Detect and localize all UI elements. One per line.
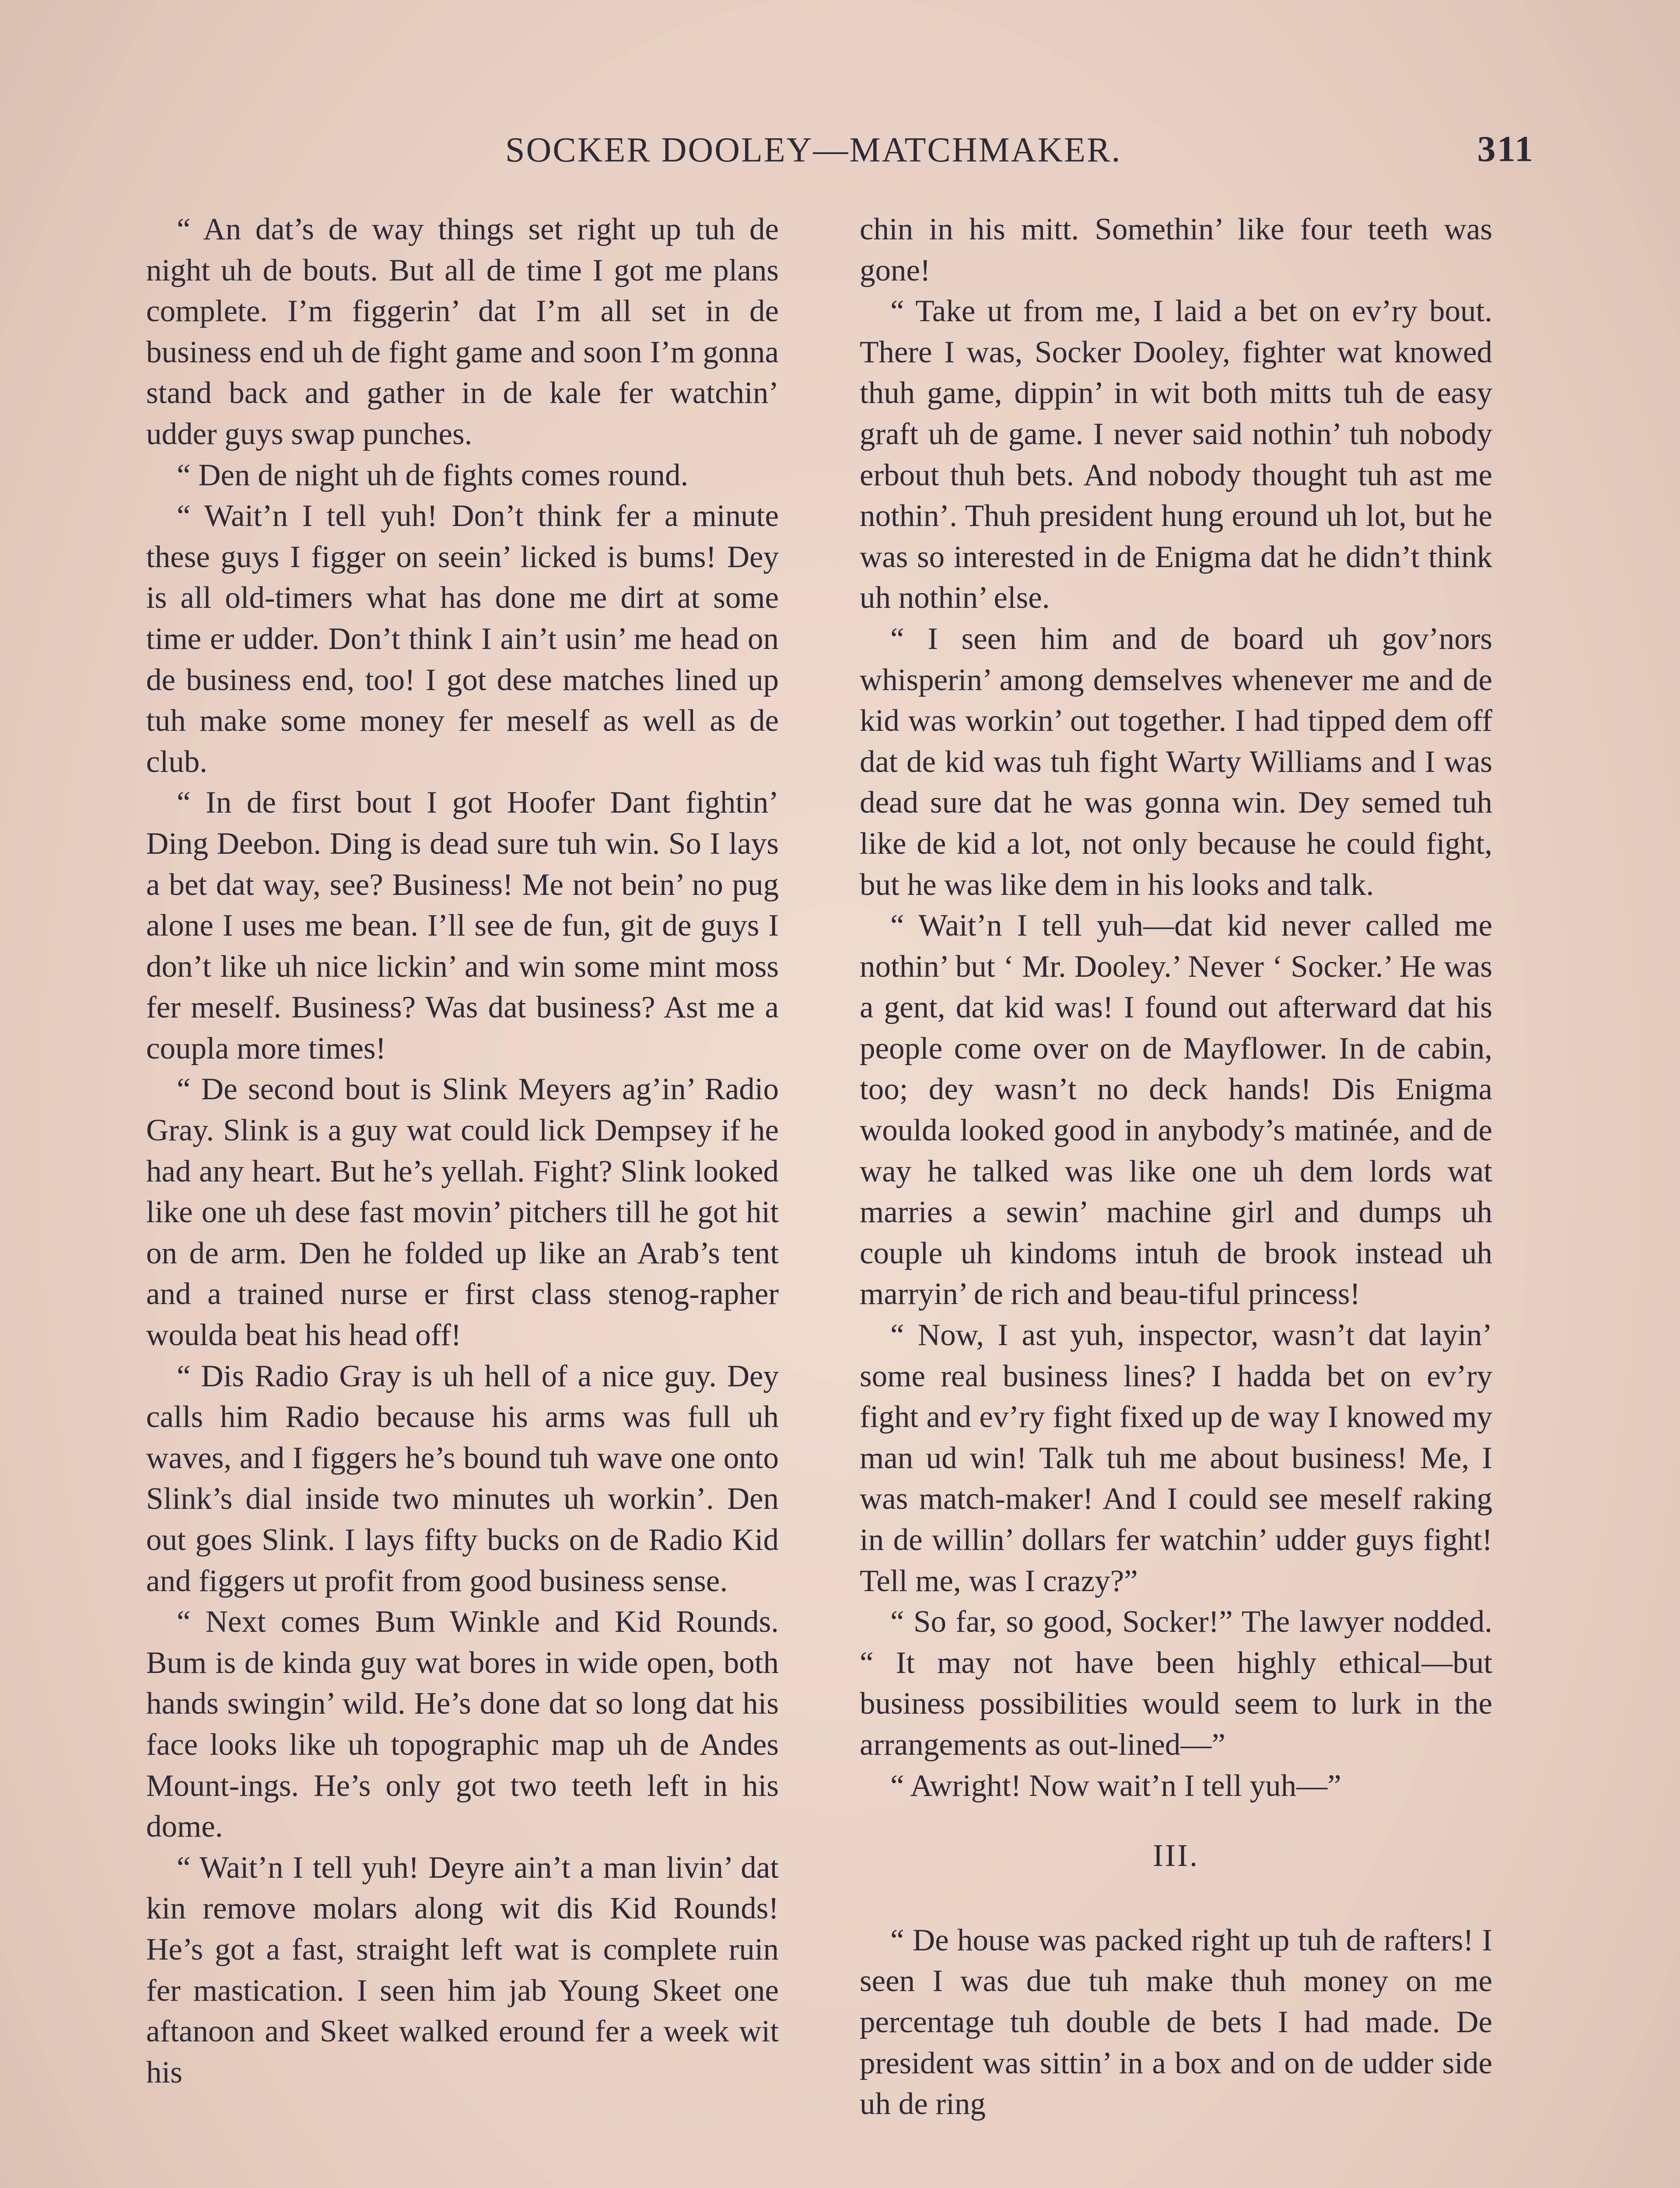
paragraph: “ I seen him and de board uh gov’nors whisperin’ among demselves whenever me and de kid was workin’ out together. I had tipped dem off dat de kid was tuh fight Warty Williams and I was dead sure dat he was gonna win. Dey semed tuh like de kid a lot, not only because he could fight, but he was like dem in his looks and talk. [860, 621, 1492, 902]
section-heading: III. [1153, 1838, 1199, 1873]
paragraph: “ Dis Radio Gray is uh hell of a nice guy. Dey calls him Radio because his arms was full uh waves, and I figgers he’s bound tuh wave one onto Slink’s dial inside two minutes uh workin’. Den out goes Slink. I lays fifty bucks on de Radio Kid and figgers ut profit from good business sense. [146, 1359, 779, 1598]
paragraph: “ Wait’n I tell yuh! Don’t think fer a minute these guys I figger on seein’ licked is bums! Dey is all old-timers what has done me dirt at some time er udder. Don’t think I ain’t usin’ me head on de business end, too! I got dese matches lined up tuh make some money fer meself as well as de club. [146, 499, 779, 779]
paragraph: “ So far, so good, Socker!” The lawyer nodded. “ It may not have been highly ethical—but business possibilities would seem to lurk in the arrangements as out-lined—” [860, 1605, 1492, 1762]
running-title: SOCKER DOOLEY—MATCHMAKER. [505, 131, 1122, 169]
paragraph: “ Take ut from me, I laid a bet on ev’ry bout. There I was, Socker Dooley, fighter wat knowed thuh game, dippin’ in wit both mitts tuh de easy graft uh de game. I never said nothin’ tuh nobody erbout thuh bets. And nobody thought tuh ast me nothin’. Thuh president hung eround uh lot, but he was so interested in de Enigma dat he didn’t think uh nothin’ else. [860, 294, 1492, 615]
left-column [146, 209, 779, 2188]
paragraph: “ De house was packed right up tuh de rafters! I seen I was due tuh make thuh money on me percentage tuh double de bets I had made. De president was sittin’ in a box and on de udder side uh de ring [860, 1923, 1492, 2121]
page-header [505, 126, 1534, 174]
paragraph: “ Now, I ast yuh, inspector, wasn’t dat layin’ some real business lines? I hadda bet on ev’ry fight and ev’ry fight fixed up de way I knowed my man ud win! Talk tuh me about business! Me, I was match-maker! And I could see meself raking in de willin’ dollars fer watchin’ udder guys fight! Tell me, was I crazy?” [860, 1318, 1492, 1598]
paragraph-continued: chin in his mitt. Somethin’ like four teeth was gone! [860, 212, 1492, 288]
right-column [860, 209, 1492, 2188]
paragraph: “ De second bout is Slink Meyers ag’in’ Radio Gray. Slink is a guy wat could lick Dempsey if he had any heart. But he’s yellah. Fight? Slink looked like one uh dese fast movin’ pitchers till he got hit on de arm. Den he folded up like an Arab’s tent and a trained nurse er first class stenog-rapher woulda beat his head off! [146, 1072, 779, 1353]
paragraph: “ Den de night uh de fights comes round. [177, 458, 689, 492]
page-number: 311 [1477, 129, 1534, 169]
paragraph: “ Awright! Now wait’n I tell yuh—” [890, 1768, 1341, 1803]
paragraph: “ Next comes Bum Winkle and Kid Rounds. Bum is de kinda guy wat bores in wide open, both hands swingin’ wild. He’s done dat so long dat his face looks like uh topographic map uh de Andes Mount-ings. He’s only got two teeth left in his dome. [146, 1605, 779, 1844]
paragraph: “ Wait’n I tell yuh! Deyre ain’t a man livin’ dat kin remove molars along wit dis Kid Rounds! He’s got a fast, straight left wat is complete ruin fer mastication. I seen him jab Young Skeet one aftanoon and Skeet walked eround fer a week wit his [146, 1850, 779, 2090]
paragraph: “ An dat’s de way things set right up tuh de night uh de bouts. But all de time I got me plans complete. I’m figgerin’ dat I’m all set in de business end uh de fight game and soon I’m gonna stand back and gather in de kale fer watchin’ udder guys swap punches. [146, 212, 779, 451]
paragraph: “ Wait’n I tell yuh—dat kid never called me nothin’ but ‘ Mr. Dooley.’ Never ‘ Socker.’ He was a gent, dat kid was! I found out afterward dat his people come over on de Mayflower. In de cabin, too; dey wasn’t no deck hands! Dis Enigma woulda looked good in anybody’s matinée, and de way he talked was like one uh dem lords wat marries a sewin’ machine girl and dumps uh couple uh kindoms intuh de brook instead uh marryin’ de rich and beau-tiful princess! [860, 908, 1492, 1311]
paragraph: “ In de first bout I got Hoofer Dant fightin’ Ding Deebon. Ding is dead sure tuh win. So I lays a bet dat way, see? Business! Me not bein’ no pug alone I uses me bean. I’ll see de fun, git de guys I don’t like uh nice lickin’ and win some mint moss fer meself. Business? Was dat business? Ast me a coupla more times! [146, 785, 779, 1066]
